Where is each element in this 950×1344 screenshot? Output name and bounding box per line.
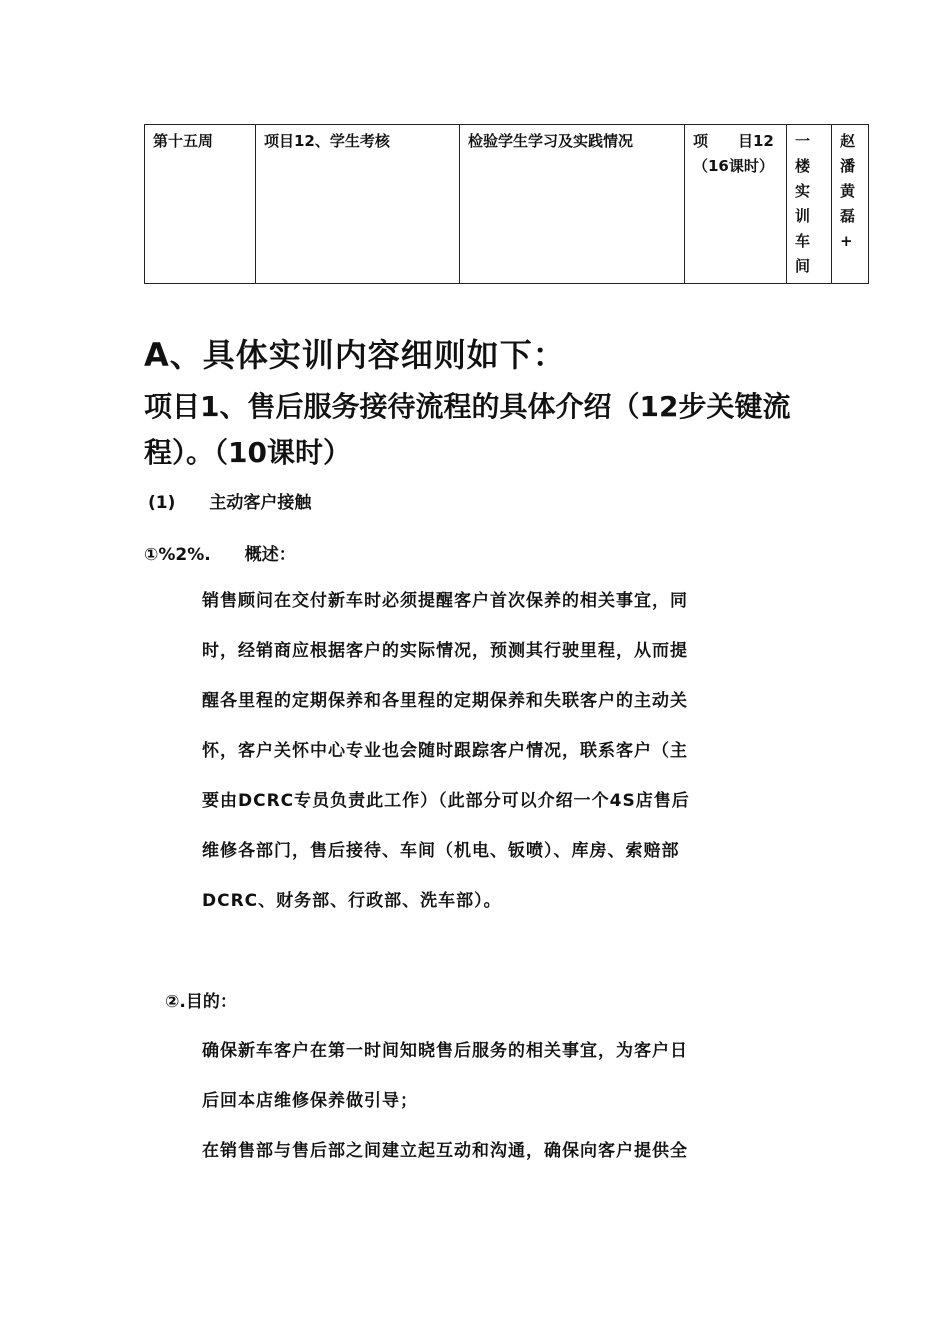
paragraph-line: 怀，客户关怀中心专业也会随时跟踪客户情况，联系客户（主	[202, 741, 688, 761]
paragraph-line: 确保新车客户在第一时间知晓售后服务的相关事宜，为客户日	[202, 1041, 688, 1061]
paragraph-line: DCRC、财务部、行政部、洗车部）。	[202, 891, 502, 911]
paragraph-line: 销售顾问在交付新车时必须提醒客户首次保养的相关事宜，同	[202, 591, 688, 611]
purpose-label: ②.目的：	[165, 992, 237, 1012]
cell-week: 第十五周	[145, 125, 256, 284]
paragraph-line: 醒各里程的定期保养和各里程的定期保养和失联客户的主动关	[202, 691, 688, 711]
paragraph-line: 要由DCRC专员负责此工作）（此部分可以介绍一个4S店售后	[202, 791, 690, 811]
schedule-table	[144, 124, 869, 284]
paragraph-line: 维修各部门，售后接待、车间（机电、钣喷）、库房、索赔部	[202, 841, 680, 861]
cell-location: 一楼实训车间	[787, 125, 832, 284]
subsection-title: (1) 主动客户接触	[148, 493, 312, 513]
project-1-heading: 项目1、售后服务接待流程的具体介绍（12步关键流程）。（10课时）	[144, 390, 791, 469]
paragraph-line: 在销售部与售后部之间建立起互动和沟通，确保向客户提供全	[202, 1141, 688, 1161]
cell-content: 检验学生学习及实践情况	[460, 125, 685, 284]
overview-label: ①%2%. 概述：	[144, 545, 296, 565]
paragraph-line: 后回本店维修保养做引导；	[202, 1091, 418, 1111]
table-row	[145, 125, 869, 284]
cell-teacher: 赵潘黄磊+	[832, 125, 869, 284]
paragraph-line: 时，经销商应根据客户的实际情况，预测其行驶里程，从而提	[202, 641, 688, 661]
overview-paragraph	[202, 576, 812, 926]
cell-project: 项目12、学生考核	[256, 125, 460, 284]
purpose-paragraph	[202, 1026, 812, 1176]
section-heading-a: A、具体实训内容细则如下：	[144, 336, 566, 374]
cell-hours: 项 目12（16课时）	[685, 125, 787, 284]
